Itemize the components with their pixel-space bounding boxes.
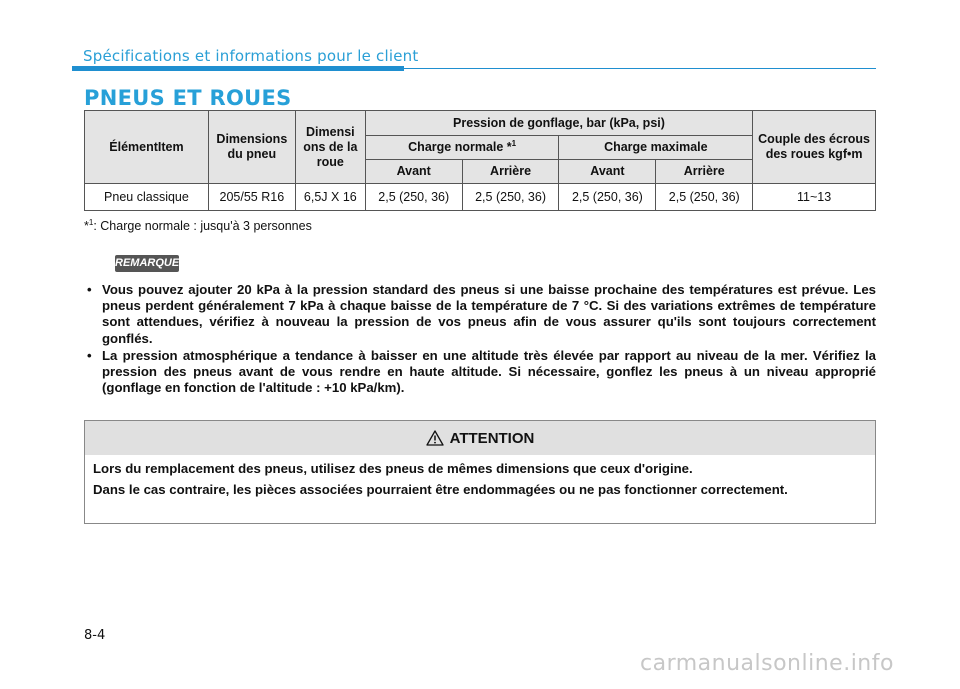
cell-normal-rear: 2,5 (250, 36) (462, 184, 559, 211)
page-title: PNEUS ET ROUES (84, 86, 292, 110)
table-row (85, 184, 876, 211)
footnote (84, 219, 312, 233)
bullet-dot: • (87, 282, 92, 297)
list-item (84, 348, 876, 397)
bullet-text: Vous pouvez ajouter 20 kPa à la pression standard des pneus si une baisse prochaine des températures est prévue. Les pneus perdent généralement 7 kPa à chaque baisse de la température de 7 °C. Si des variations extrêmes de température sont attendues, vérifiez à nouveau la pression de vos pneus afin de vous assurer qu'ils sont toujours correctement gonflés. (102, 282, 876, 346)
header-lug-nut-torque: Couple des écrous des roues kgf•m (753, 111, 876, 184)
header-accent-bar (72, 66, 404, 71)
cell-max-rear: 2,5 (250, 36) (656, 184, 753, 211)
cell-normal-front: 2,5 (250, 36) (365, 184, 462, 211)
attention-title: ATTENTION (449, 429, 535, 447)
header-normal-load (365, 136, 559, 160)
header-rim-dimensions: Dimensi ons de la roue (295, 111, 365, 184)
cell-torque: 11~13 (753, 184, 876, 211)
footnote-sup: 1 (88, 217, 94, 227)
header-element: ÉlémentItem (85, 111, 209, 184)
list-item (84, 282, 876, 347)
remark-badge: REMARQUE (115, 255, 179, 272)
attention-box (84, 420, 876, 524)
bullet-dot: • (87, 347, 92, 363)
header-normal-load-sup: 1 (511, 138, 517, 148)
header-normal-rear: Arrière (462, 160, 559, 184)
remark-list (84, 282, 876, 397)
header-normal-front: Avant (365, 160, 462, 184)
cell-tire-dimensions: 205/55 R16 (208, 184, 295, 211)
footnote-marker: * (84, 219, 89, 233)
header-max-load: Charge maximale (559, 136, 753, 160)
header-max-front: Avant (559, 160, 656, 184)
bullet-text: La pression atmosphérique a tendance à baisser en une altitude très élevée par rapport au niveau de la mer. Vérifiez la pression des pneus avant de vous rendre en haute altitude. Si nécessaire, gonflez les pneus à un niveau approprié (gonflage en fonction de l'altitude : +10 kPa/km). (102, 347, 876, 396)
attention-paragraph: Lors du remplacement des pneus, utilisez des pneus de mêmes dimensions que ceux d'origine. (93, 461, 693, 476)
cell-rim-dimensions: 6,5J X 16 (295, 184, 365, 211)
header-max-rear: Arrière (656, 160, 753, 184)
watermark: carmanualsonline.info (640, 651, 894, 676)
footnote-text: : Charge normale : jusqu'à 3 personnes (93, 219, 312, 233)
attention-paragraph: Dans le cas contraire, les pièces associées pourraient être endommagées ou ne pas fonctionner correctement. (93, 482, 788, 497)
header-tire-dimensions: Dimensions du pneu (208, 111, 295, 184)
cell-max-front: 2,5 (250, 36) (559, 184, 656, 211)
cell-element: Pneu classique (85, 184, 209, 211)
attention-body (85, 455, 875, 498)
attention-header (85, 421, 875, 455)
header-rule (404, 68, 876, 69)
section-header: Spécifications et informations pour le client (83, 47, 419, 65)
header-inflation-pressure: Pression de gonflage, bar (kPa, psi) (365, 111, 752, 136)
page-number: 8-4 (84, 628, 106, 643)
warning-triangle-icon (426, 430, 444, 446)
header-normal-load-label: Charge normale * (408, 140, 512, 154)
tire-spec-table (84, 110, 876, 211)
